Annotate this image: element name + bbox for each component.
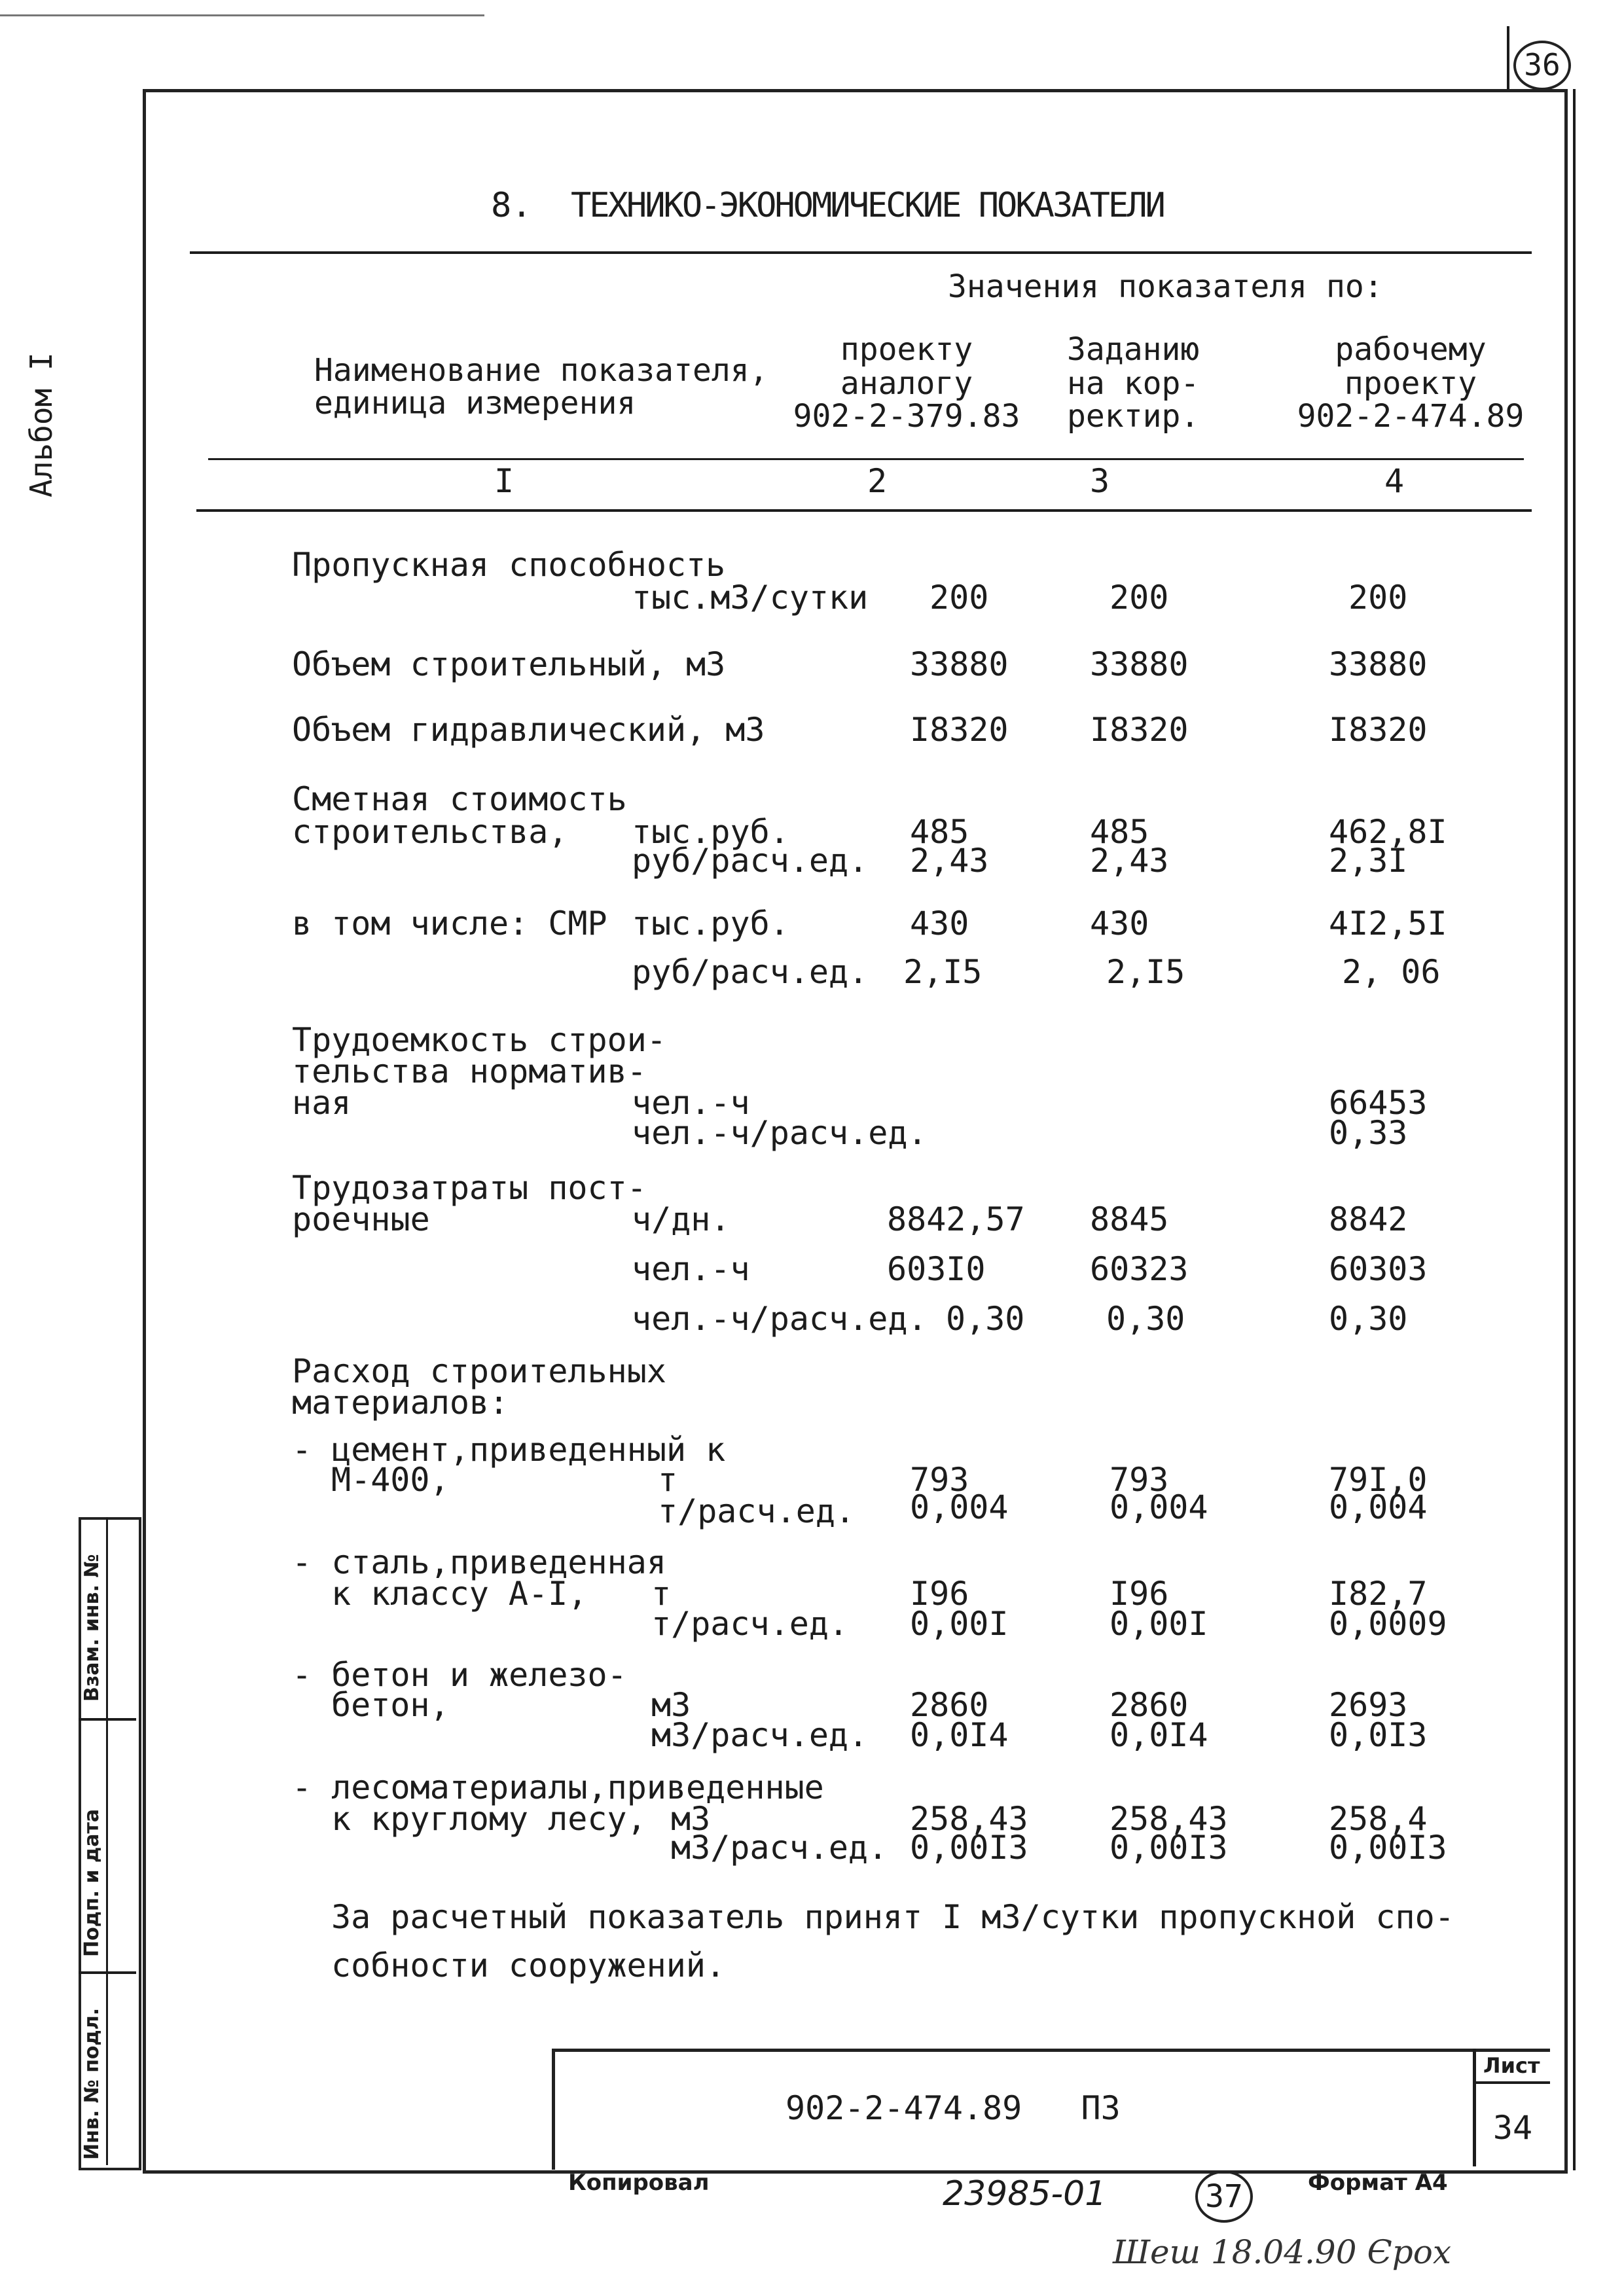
- row-label: роечные: [292, 1200, 430, 1238]
- row-value-col4: 66453: [1329, 1084, 1428, 1122]
- row-value-col4: 462,8I: [1329, 813, 1447, 851]
- row-value-col4: 79I,0: [1329, 1461, 1428, 1499]
- row-value-col2: 0,30: [946, 1300, 1025, 1338]
- row-label: М-400,: [331, 1461, 450, 1499]
- row-unit: ч/дн.: [632, 1200, 731, 1238]
- header-mid-rule: [208, 458, 1524, 460]
- col2-header-1: проекту: [840, 331, 973, 368]
- row-value-col3: 793: [1110, 1461, 1169, 1499]
- row-value-col3: 2,I5: [1106, 953, 1185, 991]
- row-label: в том числе: СМР: [292, 905, 607, 942]
- row-label: - лесоматериалы,приведенные: [292, 1768, 824, 1806]
- sheet-number-top: 36: [1524, 47, 1561, 82]
- frame-right-double-line: [1573, 89, 1576, 2170]
- row-value-col4: 0,00I3: [1329, 1829, 1447, 1867]
- header-bottom-rule: [196, 509, 1532, 512]
- row-value-col2: 258,43: [910, 1800, 1028, 1838]
- side-stamp-divider: [106, 1517, 108, 2165]
- row-value-col2: I8320: [910, 711, 1009, 749]
- col-number-3: 3: [1089, 462, 1110, 500]
- page-title: ТЕХНИКО-ЭКОНОМИЧЕСКИЕ ПОКАЗАТЕЛИ: [571, 186, 1164, 225]
- name-col-header-1: Наименование показателя,: [314, 352, 768, 389]
- row-label: Сметная стоимость: [292, 780, 627, 818]
- sheet-label: Лист: [1483, 2053, 1540, 2078]
- row-label: Трудоемкость строи-: [292, 1021, 666, 1059]
- row-label: Пропускная способность: [292, 546, 726, 584]
- row-value-col4: 0,30: [1329, 1300, 1408, 1338]
- row-value-col2: 2,I5: [903, 953, 983, 991]
- row-label: к круглому лесу,: [331, 1800, 647, 1838]
- row-value-col2: 0,0I4: [910, 1716, 1009, 1754]
- row-unit: чел.-ч: [632, 1084, 750, 1122]
- title-block-sheet-line: [1473, 2081, 1550, 2084]
- row-value-col2: 8842,57: [887, 1200, 1025, 1238]
- row-unit: м3: [651, 1686, 691, 1724]
- document-code: 902-2-474.89 ПЗ: [785, 2089, 1121, 2127]
- row-label: ная: [292, 1084, 352, 1122]
- row-value-col2: 2860: [910, 1686, 989, 1724]
- side-stamp-row-line: [79, 1971, 136, 1974]
- section-number: 8.: [491, 186, 532, 225]
- note-line-1: За расчетный показатель принят I м3/сутки пропускной спо-: [331, 1898, 1454, 1936]
- row-value-col2: 2,43: [910, 842, 989, 880]
- col3-header-3: ректир.: [1067, 398, 1200, 435]
- row-label: - цемент,приведенный к: [292, 1431, 726, 1469]
- album-label: Альбом I: [24, 352, 59, 497]
- row-value-col3: 8845: [1090, 1200, 1169, 1238]
- col2-header-3: 902-2-379.83: [793, 398, 1020, 435]
- row-unit: руб/расч.ед.: [632, 953, 869, 991]
- row-value-col4: 8842: [1329, 1200, 1408, 1238]
- row-value-col3: 0,30: [1106, 1300, 1185, 1338]
- note-line-2: собности сооружений.: [331, 1946, 726, 1984]
- row-value-col4: 0,004: [1329, 1488, 1428, 1526]
- col4-header-1: рабочему: [1335, 331, 1487, 368]
- row-value-col4: 200: [1348, 579, 1408, 617]
- row-unit: м3/расч.ед.: [651, 1716, 869, 1754]
- row-value-col2: 430: [910, 905, 969, 942]
- row-value-col4: 60303: [1329, 1250, 1428, 1288]
- footer-circle-number: 37: [1205, 2178, 1243, 2215]
- row-value-col2: 793: [910, 1461, 969, 1499]
- row-unit: чел.-ч: [632, 1250, 750, 1288]
- side-stamp-inv-no: Инв. № подл.: [81, 2007, 103, 2160]
- row-unit: руб/расч.ед.: [632, 842, 869, 880]
- side-stamp-sign-date: Подп. и дата: [81, 1808, 103, 1957]
- row-label: строительства,: [292, 813, 568, 851]
- row-value-col3: 430: [1090, 905, 1149, 942]
- order-number: 23985-01: [943, 2174, 1107, 2214]
- scan-top-rule: [0, 14, 484, 16]
- row-label: - бетон и железо-: [292, 1656, 627, 1694]
- row-value-col4: 2693: [1329, 1686, 1408, 1724]
- row-label: бетон,: [331, 1686, 450, 1724]
- row-value-col3: 60323: [1090, 1250, 1189, 1288]
- row-value-col2: 200: [929, 579, 989, 617]
- row-label: - сталь,приведенная: [292, 1543, 666, 1581]
- row-value-col2: 603I0: [887, 1250, 986, 1288]
- row-unit: тыс.руб.: [632, 905, 789, 942]
- row-value-col4: 4I2,5I: [1329, 905, 1447, 942]
- frame-right-top-tick: [1507, 26, 1509, 92]
- row-value-col3: 2,43: [1090, 842, 1169, 880]
- col-number-4: 4: [1384, 462, 1405, 500]
- header-top-rule: [190, 251, 1532, 254]
- col3-header-1: Заданию: [1067, 331, 1200, 368]
- row-label: Объем гидравлический, м3: [292, 711, 765, 749]
- col3-header-2: на кор-: [1067, 365, 1200, 402]
- row-unit: чел.-ч/расч.ед.: [632, 1300, 928, 1338]
- row-value-col3: 0,00I3: [1110, 1829, 1228, 1867]
- values-label: Значения показателя по:: [948, 268, 1383, 305]
- title-block-divider: [1473, 2049, 1476, 2166]
- row-label: материалов:: [292, 1384, 509, 1422]
- row-value-col4: 258,4: [1329, 1800, 1428, 1838]
- row-label: Объем строительный, м3: [292, 645, 726, 683]
- row-unit: чел.-ч/расч.ед.: [632, 1114, 928, 1152]
- row-value-col3: 0,0I4: [1110, 1716, 1208, 1754]
- row-unit: т: [658, 1461, 678, 1499]
- col4-header-2: проекту: [1344, 365, 1477, 402]
- row-value-col3: 258,43: [1110, 1800, 1228, 1838]
- signature: Шеш 18.04.90 Єрох: [1113, 2233, 1452, 2271]
- row-value-col2: 33880: [910, 645, 1009, 683]
- col-number-1: I: [494, 462, 514, 500]
- row-value-col4: 0,33: [1329, 1114, 1408, 1152]
- row-value-col2: 0,00I: [910, 1605, 1009, 1643]
- row-value-col3: I8320: [1090, 711, 1189, 749]
- row-unit: тыс.м3/сутки: [632, 579, 869, 617]
- row-value-col4: 0,0I3: [1329, 1716, 1428, 1754]
- row-value-col2: 485: [910, 813, 969, 851]
- row-value-col3: 0,00I: [1110, 1605, 1208, 1643]
- copied-label: Копировал: [568, 2170, 710, 2196]
- row-value-col4: 0,0009: [1329, 1605, 1447, 1643]
- row-value-col2: 0,00I3: [910, 1829, 1028, 1867]
- col2-header-2: аналогу: [840, 365, 973, 402]
- row-unit: тыс.руб.: [632, 813, 789, 851]
- row-value-col3: 2860: [1110, 1686, 1189, 1724]
- row-value-col3: I96: [1110, 1575, 1169, 1613]
- row-value-col3: 0,004: [1110, 1488, 1208, 1526]
- row-unit: т/расч.ед.: [651, 1605, 849, 1643]
- row-value-col2: 0,004: [910, 1488, 1009, 1526]
- row-value-col2: I96: [910, 1575, 969, 1613]
- row-value-col3: 33880: [1090, 645, 1189, 683]
- row-value-col4: 33880: [1329, 645, 1428, 683]
- row-label: к классу А-I,: [331, 1575, 588, 1613]
- side-stamp-replace-inv: Взам. инв. №: [81, 1554, 103, 1702]
- row-unit: м3: [671, 1800, 711, 1838]
- row-unit: т/расч.ед.: [658, 1492, 856, 1530]
- name-col-header-2: единица измерения: [314, 385, 636, 422]
- format-label: Формат А4: [1308, 2170, 1448, 2196]
- col4-header-3: 902-2-474.89: [1297, 398, 1525, 435]
- col-number-2: 2: [867, 462, 888, 500]
- row-value-col3: 485: [1090, 813, 1149, 851]
- row-label: тельства норматив-: [292, 1052, 647, 1090]
- sheet-number: 34: [1492, 2109, 1533, 2147]
- row-value-col4: I82,7: [1329, 1575, 1428, 1613]
- row-label: Расход строительных: [292, 1352, 666, 1390]
- row-value-col4: 2, 06: [1342, 953, 1441, 991]
- row-unit: м3/расч.ед.: [671, 1829, 888, 1867]
- row-value-col4: 2,3I: [1329, 842, 1408, 880]
- row-label: Трудозатраты пост-: [292, 1169, 647, 1207]
- row-value-col4: I8320: [1329, 711, 1428, 749]
- side-stamp-row-line: [79, 1718, 136, 1721]
- row-value-col3: 200: [1110, 579, 1169, 617]
- row-unit: т: [651, 1575, 672, 1613]
